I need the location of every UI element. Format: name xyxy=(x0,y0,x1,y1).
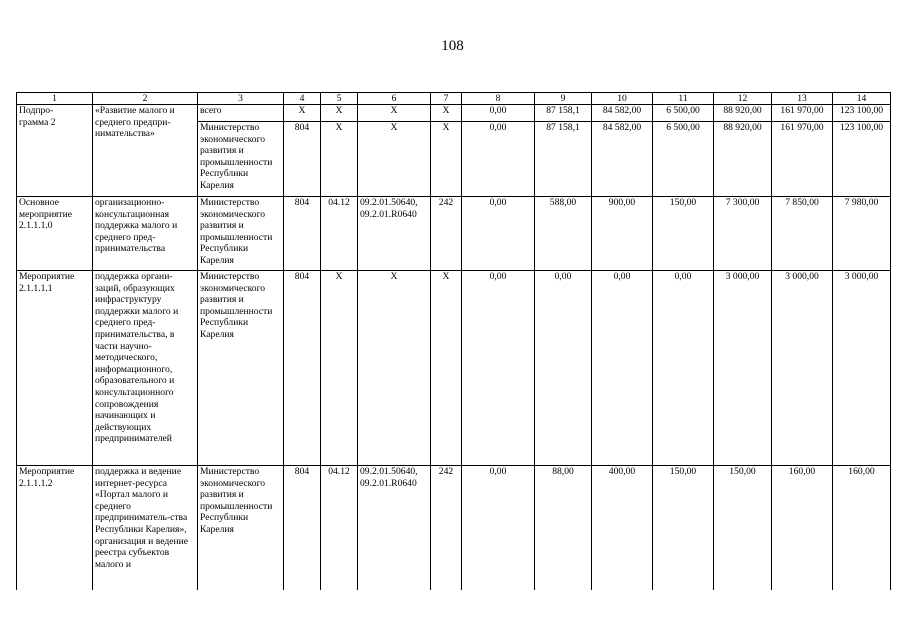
value-cell: 150,00 xyxy=(714,466,772,590)
value-cell: 161 970,00 xyxy=(772,105,833,122)
vr-cell: 242 xyxy=(431,466,462,590)
rzpr-cell: Х xyxy=(321,122,358,197)
executor-cell: Министерство экономического развития и промышленности Республики Карелия xyxy=(198,197,284,271)
value-cell: 3 000,00 xyxy=(714,271,772,466)
vr-cell: Х xyxy=(431,271,462,466)
value-cell: 7 850,00 xyxy=(772,197,833,271)
header-cell: 6 xyxy=(358,93,431,105)
header-cell: 7 xyxy=(431,93,462,105)
item-name-cell: организационно-консультационная поддержка малого и среднего пред-принимательства xyxy=(93,197,198,271)
csr-cell: 09.2.01.50640, 09.2.01.R0640 xyxy=(358,197,431,271)
value-cell: 900,00 xyxy=(592,197,653,271)
item-code-cell: Мероприятие 2.1.1.1.1 xyxy=(17,271,93,466)
header-cell: 3 xyxy=(198,93,284,105)
csr-cell: Х xyxy=(358,105,431,122)
value-cell: 0,00 xyxy=(462,105,535,122)
value-cell: 0,00 xyxy=(462,197,535,271)
header-cell: 13 xyxy=(772,93,833,105)
csr-cell: 09.2.01.50640, 09.2.01.R0640 xyxy=(358,466,431,590)
column-number-row xyxy=(17,93,891,105)
item-code-cell: Подпро- грамма 2 xyxy=(17,105,93,197)
value-cell: 6 500,00 xyxy=(653,105,714,122)
header-cell: 14 xyxy=(833,93,891,105)
table-row xyxy=(17,105,891,122)
value-cell: 123 100,00 xyxy=(833,105,891,122)
csr-cell: Х xyxy=(358,122,431,197)
header-cell: 9 xyxy=(535,93,592,105)
value-cell: 3 000,00 xyxy=(833,271,891,466)
value-cell: 7 300,00 xyxy=(714,197,772,271)
header-cell: 11 xyxy=(653,93,714,105)
grbs-cell: Х xyxy=(284,105,321,122)
value-cell: 88,00 xyxy=(535,466,592,590)
grbs-cell: 804 xyxy=(284,122,321,197)
value-cell: 88 920,00 xyxy=(714,122,772,197)
page-number: 108 xyxy=(441,38,464,54)
item-code-cell: Мероприятие 2.1.1.1.2 xyxy=(17,466,93,590)
header-cell: 8 xyxy=(462,93,535,105)
value-cell: 84 582,00 xyxy=(592,105,653,122)
item-name-cell: поддержка и ведение интернет-ресурса «Портал малого и среднего предприниматель-ства Республики Карелия», организация и ведение реестра субъектов малого и xyxy=(93,466,198,590)
value-cell: 0,00 xyxy=(462,466,535,590)
executor-cell: Министерство экономического развития и промышленности Республики Карелия xyxy=(198,466,284,590)
grbs-cell: 804 xyxy=(284,466,321,590)
grbs-cell: 804 xyxy=(284,197,321,271)
value-cell: 3 000,00 xyxy=(772,271,833,466)
table-row xyxy=(17,271,891,466)
value-cell: 0,00 xyxy=(592,271,653,466)
value-cell: 161 970,00 xyxy=(772,122,833,197)
csr-cell: Х xyxy=(358,271,431,466)
value-cell: 0,00 xyxy=(462,122,535,197)
value-cell: 160,00 xyxy=(833,466,891,590)
executor-cell: всего xyxy=(198,105,284,122)
value-cell: 400,00 xyxy=(592,466,653,590)
item-name-cell: «Развитие малого и среднего предпри-нимательства» xyxy=(93,105,198,197)
rzpr-cell: Х xyxy=(321,105,358,122)
value-cell: 588,00 xyxy=(535,197,592,271)
value-cell: 150,00 xyxy=(653,197,714,271)
value-cell: 0,00 xyxy=(535,271,592,466)
vr-cell: 242 xyxy=(431,197,462,271)
rzpr-cell: 04.12 xyxy=(321,466,358,590)
value-cell: 6 500,00 xyxy=(653,122,714,197)
header-cell: 4 xyxy=(284,93,321,105)
header-cell: 2 xyxy=(93,93,198,105)
value-cell: 150,00 xyxy=(653,466,714,590)
value-cell: 7 980,00 xyxy=(833,197,891,271)
table-row xyxy=(17,466,891,590)
executor-cell: Министерство экономического развития и промышленности Республики Карелия xyxy=(198,122,284,197)
value-cell: 0,00 xyxy=(653,271,714,466)
value-cell: 160,00 xyxy=(772,466,833,590)
grbs-cell: 804 xyxy=(284,271,321,466)
value-cell: 87 158,1 xyxy=(535,105,592,122)
item-name-cell: поддержка органи-заций, образующих инфраструктуру поддержки малого и среднего пред-принимательства, в части научно-методического, информационного, образовательного и консультационного сопровождения начинающих и действующих предпринимателей xyxy=(93,271,198,466)
rzpr-cell: Х xyxy=(321,271,358,466)
value-cell: 0,00 xyxy=(462,271,535,466)
budget-table xyxy=(16,92,891,590)
rzpr-cell: 04.12 xyxy=(321,197,358,271)
table-row xyxy=(17,197,891,271)
value-cell: 84 582,00 xyxy=(592,122,653,197)
value-cell: 88 920,00 xyxy=(714,105,772,122)
value-cell: 87 158,1 xyxy=(535,122,592,197)
header-cell: 10 xyxy=(592,93,653,105)
header-cell: 5 xyxy=(321,93,358,105)
executor-cell: Министерство экономического развития и промышленности Республики Карелия xyxy=(198,271,284,466)
item-code-cell: Основное мероприятие 2.1.1.1.0 xyxy=(17,197,93,271)
header-cell: 1 xyxy=(17,93,93,105)
vr-cell: Х xyxy=(431,122,462,197)
header-cell: 12 xyxy=(714,93,772,105)
vr-cell: Х xyxy=(431,105,462,122)
value-cell: 123 100,00 xyxy=(833,122,891,197)
